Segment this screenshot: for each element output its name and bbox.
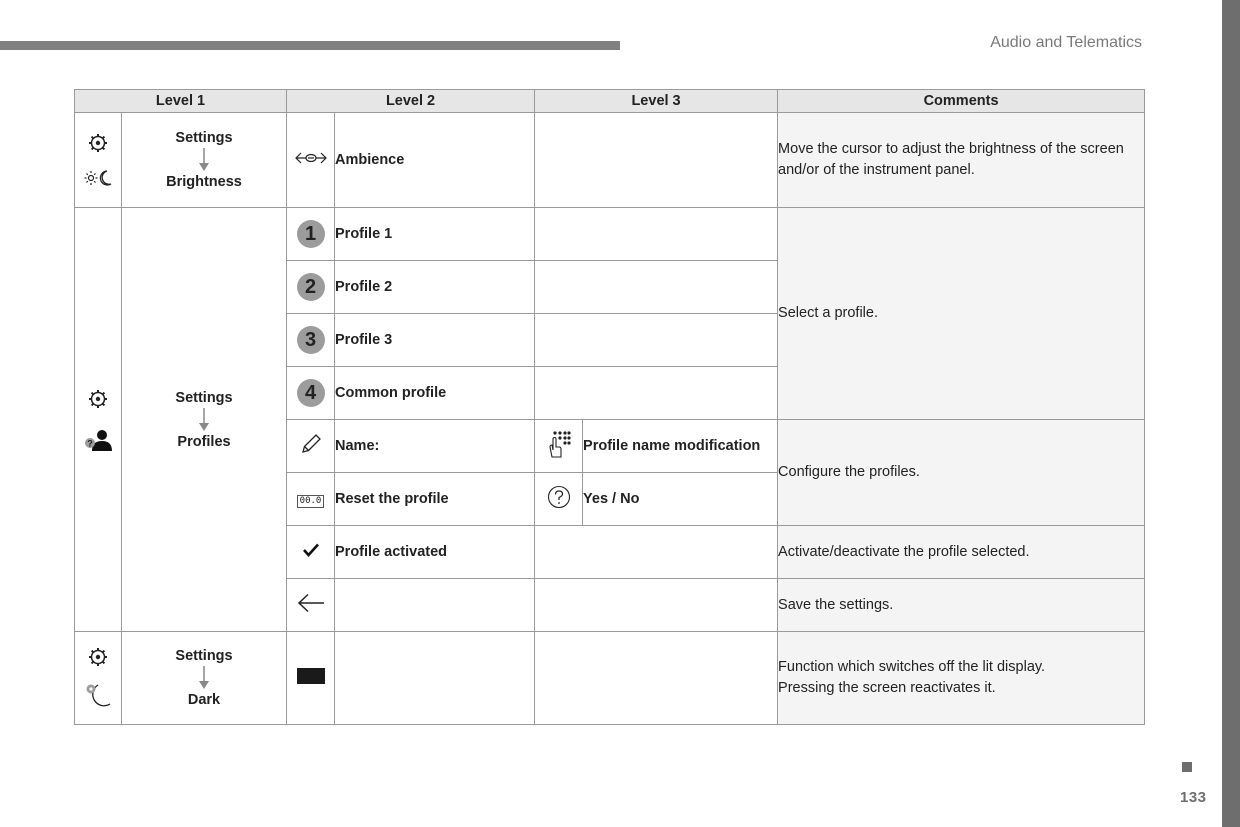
number-1-icon: 1 (297, 220, 325, 248)
down-arrow-icon (198, 408, 210, 432)
page-marker (1182, 762, 1192, 772)
reset-profile-label: Reset the profile (335, 473, 535, 526)
page-number: 133 (1180, 789, 1207, 806)
level1-settings-label: Settings (175, 130, 233, 146)
level3-empty-cell (535, 314, 778, 367)
select-profile-comment: Select a profile. (778, 208, 1145, 420)
brightness-comment: Move the cursor to adjust the brightness of the screen and/or of the instrument panel. (778, 113, 1145, 208)
level3-empty-cell (535, 632, 778, 725)
number-2-icon: 2 (297, 273, 325, 301)
settings-table (74, 89, 1145, 725)
reset-icon-cell (287, 473, 335, 526)
level1-settings-label: Settings (175, 648, 233, 664)
yes-no-label: Yes / No (583, 473, 778, 526)
check-icon (303, 543, 319, 557)
sun-moon-icon (84, 169, 112, 187)
ambience-icon-cell (287, 113, 335, 208)
level1-icons-cell (75, 113, 122, 208)
settings-gear-icon (88, 133, 108, 153)
profile3-label: Profile 3 (335, 314, 535, 367)
table-header-row (75, 90, 1145, 113)
keypad-icon-cell (535, 420, 583, 473)
black-screen-icon (297, 668, 325, 684)
level3-empty-cell (535, 113, 778, 208)
profile3-icon-cell (287, 314, 335, 367)
level3-empty-cell (535, 208, 778, 261)
keypad-hand-icon (547, 430, 571, 458)
level1-dark-label: Dark (187, 692, 221, 708)
page-edge-strip (1222, 0, 1240, 827)
header-rule (0, 41, 620, 50)
level2-empty-cell (335, 579, 535, 632)
level1-profiles-label: Profiles (177, 433, 231, 450)
name-label: Name: (335, 420, 535, 473)
back-arrow-icon (297, 593, 325, 613)
reset-counter-icon: 00.0 (297, 495, 325, 508)
profile-name-modification-label: Profile name modification (583, 420, 778, 473)
number-4-icon: 4 (297, 379, 325, 407)
level1-brightness-label: Brightness (166, 174, 242, 190)
user-profile-icon (84, 429, 112, 451)
svg-text:?: ? (87, 438, 93, 448)
question-circle-icon (547, 485, 571, 509)
ambience-label: Ambience (335, 113, 535, 208)
settings-gear-icon (88, 389, 108, 409)
profile2-label: Profile 2 (335, 261, 535, 314)
pencil-icon (300, 433, 322, 455)
profile2-icon-cell (287, 261, 335, 314)
table-row-dark (75, 632, 1145, 725)
question-icon-cell (535, 473, 583, 526)
dark-comment-line2: Pressing the screen reactivates it. (778, 680, 996, 696)
settings-gear-icon (88, 647, 108, 667)
dark-comment-line1: Function which switches off the lit display. (778, 659, 1046, 675)
activate-comment: Activate/deactivate the profile selected. (778, 526, 1145, 579)
level1-icons-cell (75, 632, 122, 725)
save-settings-comment: Save the settings. (778, 579, 1145, 632)
down-arrow-icon (198, 148, 210, 172)
number-3-icon: 3 (297, 326, 325, 354)
section-title: Audio and Telematics (990, 34, 1142, 51)
back-icon-cell (287, 579, 335, 632)
configure-profiles-comment: Configure the profiles. (778, 420, 1145, 526)
name-icon-cell (287, 420, 335, 473)
moon-icon (84, 683, 112, 709)
level2-empty-cell (335, 632, 535, 725)
down-arrow-icon (198, 666, 210, 690)
level1-icons-cell (75, 208, 122, 632)
header-level3: Level 3 (535, 90, 778, 113)
level3-empty-cell (535, 261, 778, 314)
level1-brightness (122, 113, 287, 208)
header-comments: Comments (778, 90, 1145, 113)
activated-icon-cell (287, 526, 335, 579)
table-row-brightness (75, 113, 1145, 208)
level3-empty-cell (535, 579, 778, 632)
dark-icon-cell (287, 632, 335, 725)
profile1-label: Profile 1 (335, 208, 535, 261)
slider-arrows-icon (295, 150, 327, 166)
level1-dark (122, 632, 287, 725)
dark-comment (778, 632, 1145, 725)
common-profile-label: Common profile (335, 367, 535, 420)
level3-empty-cell (535, 526, 778, 579)
profile1-icon-cell (287, 208, 335, 261)
profile-activated-label: Profile activated (335, 526, 535, 579)
table-row-profile1 (75, 208, 1145, 261)
header-level1: Level 1 (75, 90, 287, 113)
level1-profiles (122, 208, 287, 632)
level1-settings-label: Settings (175, 389, 233, 406)
common-profile-icon-cell (287, 367, 335, 420)
level3-empty-cell (535, 367, 778, 420)
header-level2: Level 2 (287, 90, 535, 113)
